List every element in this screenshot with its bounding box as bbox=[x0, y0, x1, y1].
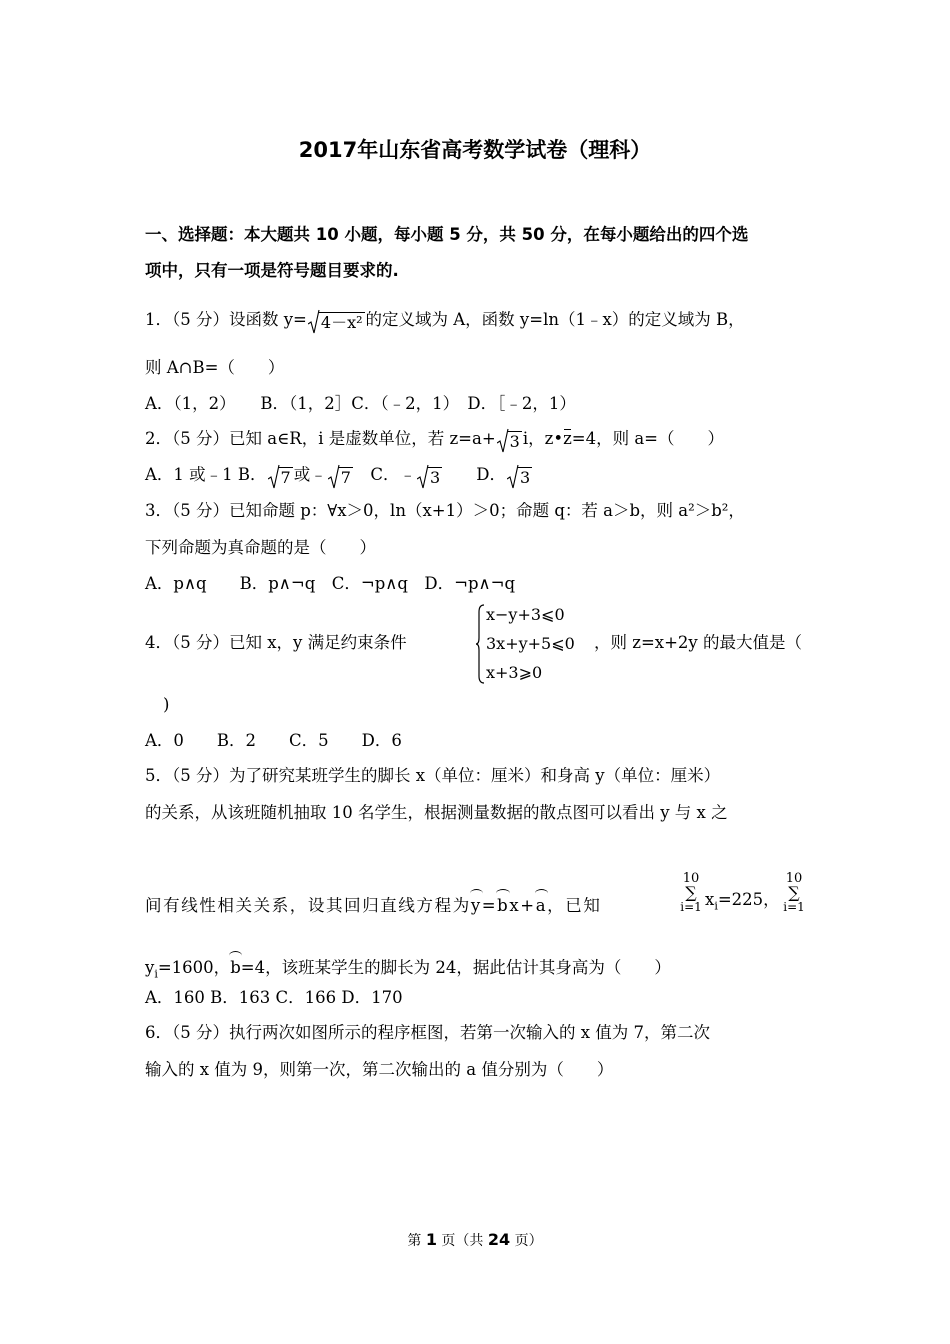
equals: = bbox=[481, 896, 498, 915]
sum-lower: i=1 bbox=[680, 900, 702, 914]
q5-line4-rest: =4，该班某学生的脚长为 24，据此估计其身高为（ ） bbox=[240, 958, 671, 977]
q2-part3: =4，则 a=（ ） bbox=[571, 429, 724, 448]
sqrt-radical bbox=[328, 467, 353, 489]
sum-upper: 10 bbox=[785, 871, 803, 886]
q1-options: A．（1，2） B．（1，2］C．（﹣2，1） D．［﹣2，1） bbox=[145, 394, 576, 413]
sum-lower: i=1 bbox=[783, 900, 805, 914]
footer-post: 页） bbox=[510, 1233, 543, 1249]
section-heading-line2: 项中，只有一项是符号题目要求的. bbox=[145, 261, 399, 280]
yi-sub: i bbox=[154, 967, 158, 981]
z-conjugate: z bbox=[563, 429, 572, 448]
xi: x bbox=[705, 890, 715, 909]
section-heading-line1: 一、选择题：本大题共 10 小题，每小题 5 分，共 50 分，在每小题给出的四个选 bbox=[145, 225, 749, 244]
radicand: 3 bbox=[430, 468, 441, 487]
q6-line1: 6．（5 分）执行两次如图所示的程序框图，若第一次输入的 x 值为 7，第二次 bbox=[145, 1023, 711, 1042]
q4-options: A．0 B．2 C．5 D．6 bbox=[145, 731, 402, 750]
constraint-3: x+3⩾0 bbox=[486, 663, 543, 682]
page-total: 24 bbox=[487, 1230, 511, 1249]
q4-part2: ，则 z=x+2y 的最大值是（ bbox=[594, 633, 802, 652]
footer-mid: 页（共 bbox=[436, 1233, 488, 1249]
q3-line2: 下列命题为真命题的是（ ） bbox=[145, 538, 376, 557]
q1-line2: 则 A∩B=（ ） bbox=[145, 358, 285, 377]
page-title: 2017年山东省高考数学试卷（理科） bbox=[298, 138, 652, 162]
sqrt-radical bbox=[507, 467, 532, 489]
radicand: 7 bbox=[280, 468, 291, 487]
q5-line3-text: 间有线性相关关系，设其回归直线方程为 bbox=[145, 896, 471, 915]
q2-line1 bbox=[145, 428, 810, 453]
sqrt-radical bbox=[308, 312, 365, 334]
q2-option-a-b: A．1 或﹣1 B． bbox=[145, 465, 267, 484]
q5-line3 bbox=[145, 889, 665, 917]
radicand: 7 bbox=[340, 468, 351, 487]
q5-options: A．160 B．163 C．166 D．170 bbox=[145, 988, 403, 1007]
q4-line2: ) bbox=[163, 695, 170, 714]
page-number: 1 bbox=[425, 1230, 437, 1249]
x-plus: x+ bbox=[509, 896, 536, 915]
sigma-icon: ∑ bbox=[788, 883, 800, 902]
q1-prefix: 1．（5 分）设函数 y= bbox=[145, 310, 307, 329]
b-hat: b bbox=[230, 951, 241, 979]
q2-option-d: D． bbox=[443, 465, 506, 484]
sum-upper: 10 bbox=[682, 871, 700, 886]
sqrt-radical bbox=[268, 467, 293, 489]
q2-or: 或﹣ bbox=[293, 465, 327, 484]
q4-part1: 4．（5 分）已知 x，y 满足约束条件 bbox=[145, 633, 407, 652]
a-hat: a bbox=[536, 889, 547, 917]
b-hat: b bbox=[497, 889, 509, 917]
footer-pre: 第 bbox=[407, 1233, 426, 1249]
page-footer bbox=[0, 1230, 950, 1250]
constraint-system bbox=[476, 604, 596, 684]
left-brace-icon bbox=[476, 604, 486, 684]
q3-options: A．p∧q B．p∧¬q C．¬p∧q D．¬p∧¬q bbox=[145, 574, 516, 593]
sqrt-radical bbox=[497, 431, 522, 453]
q2-options bbox=[145, 464, 810, 489]
q1-rest: 的定义域为 A，函数 y=ln（1﹣x）的定义域为 B， bbox=[365, 310, 745, 329]
xi-value: =225， bbox=[717, 890, 780, 909]
q2-option-c: C．﹣ bbox=[353, 465, 417, 484]
xi-sub: i bbox=[714, 899, 718, 913]
yi: y bbox=[145, 958, 155, 977]
sum-symbol-1 bbox=[679, 872, 703, 913]
yi-value: =1600， bbox=[157, 958, 231, 977]
constraint-2: 3x+y+5⩽0 bbox=[486, 634, 575, 653]
constraint-1: x−y+3⩽0 bbox=[486, 605, 565, 624]
y-hat: y bbox=[471, 889, 482, 917]
q6-line2: 输入的 x 值为 9，则第一次，第二次输出的 a 值分别为（ ） bbox=[145, 1060, 614, 1079]
q1-radicand: 4－x² bbox=[320, 313, 363, 332]
q2-part1: 2．（5 分）已知 a∈R，i 是虚数单位，若 z=a+ bbox=[145, 429, 496, 448]
q5-line1: 5．（5 分）为了研究某班学生的脚长 x（单位：厘米）和身高 y（单位：厘米） bbox=[145, 766, 721, 785]
sum-symbol-2 bbox=[782, 872, 806, 913]
q1-line1 bbox=[145, 309, 810, 334]
q3-line1: 3．（5 分）已知命题 p：∀x＞0，ln（x+1）＞0；命题 q：若 a＞b，则 a²＞b²， bbox=[145, 501, 745, 520]
q2-part2: i，z• bbox=[522, 429, 564, 448]
sigma-icon: ∑ bbox=[685, 883, 697, 902]
q5-line2: 的关系，从该班随机抽取 10 名学生，根据测量数据的散点图可以看出 y 与 x 之 bbox=[145, 803, 728, 822]
radicand: 3 bbox=[519, 468, 531, 487]
q2-radicand: 3 bbox=[509, 432, 520, 451]
q5-given: ，已知 bbox=[547, 896, 602, 915]
sqrt-radical bbox=[417, 467, 442, 489]
q5-line4 bbox=[145, 951, 810, 985]
